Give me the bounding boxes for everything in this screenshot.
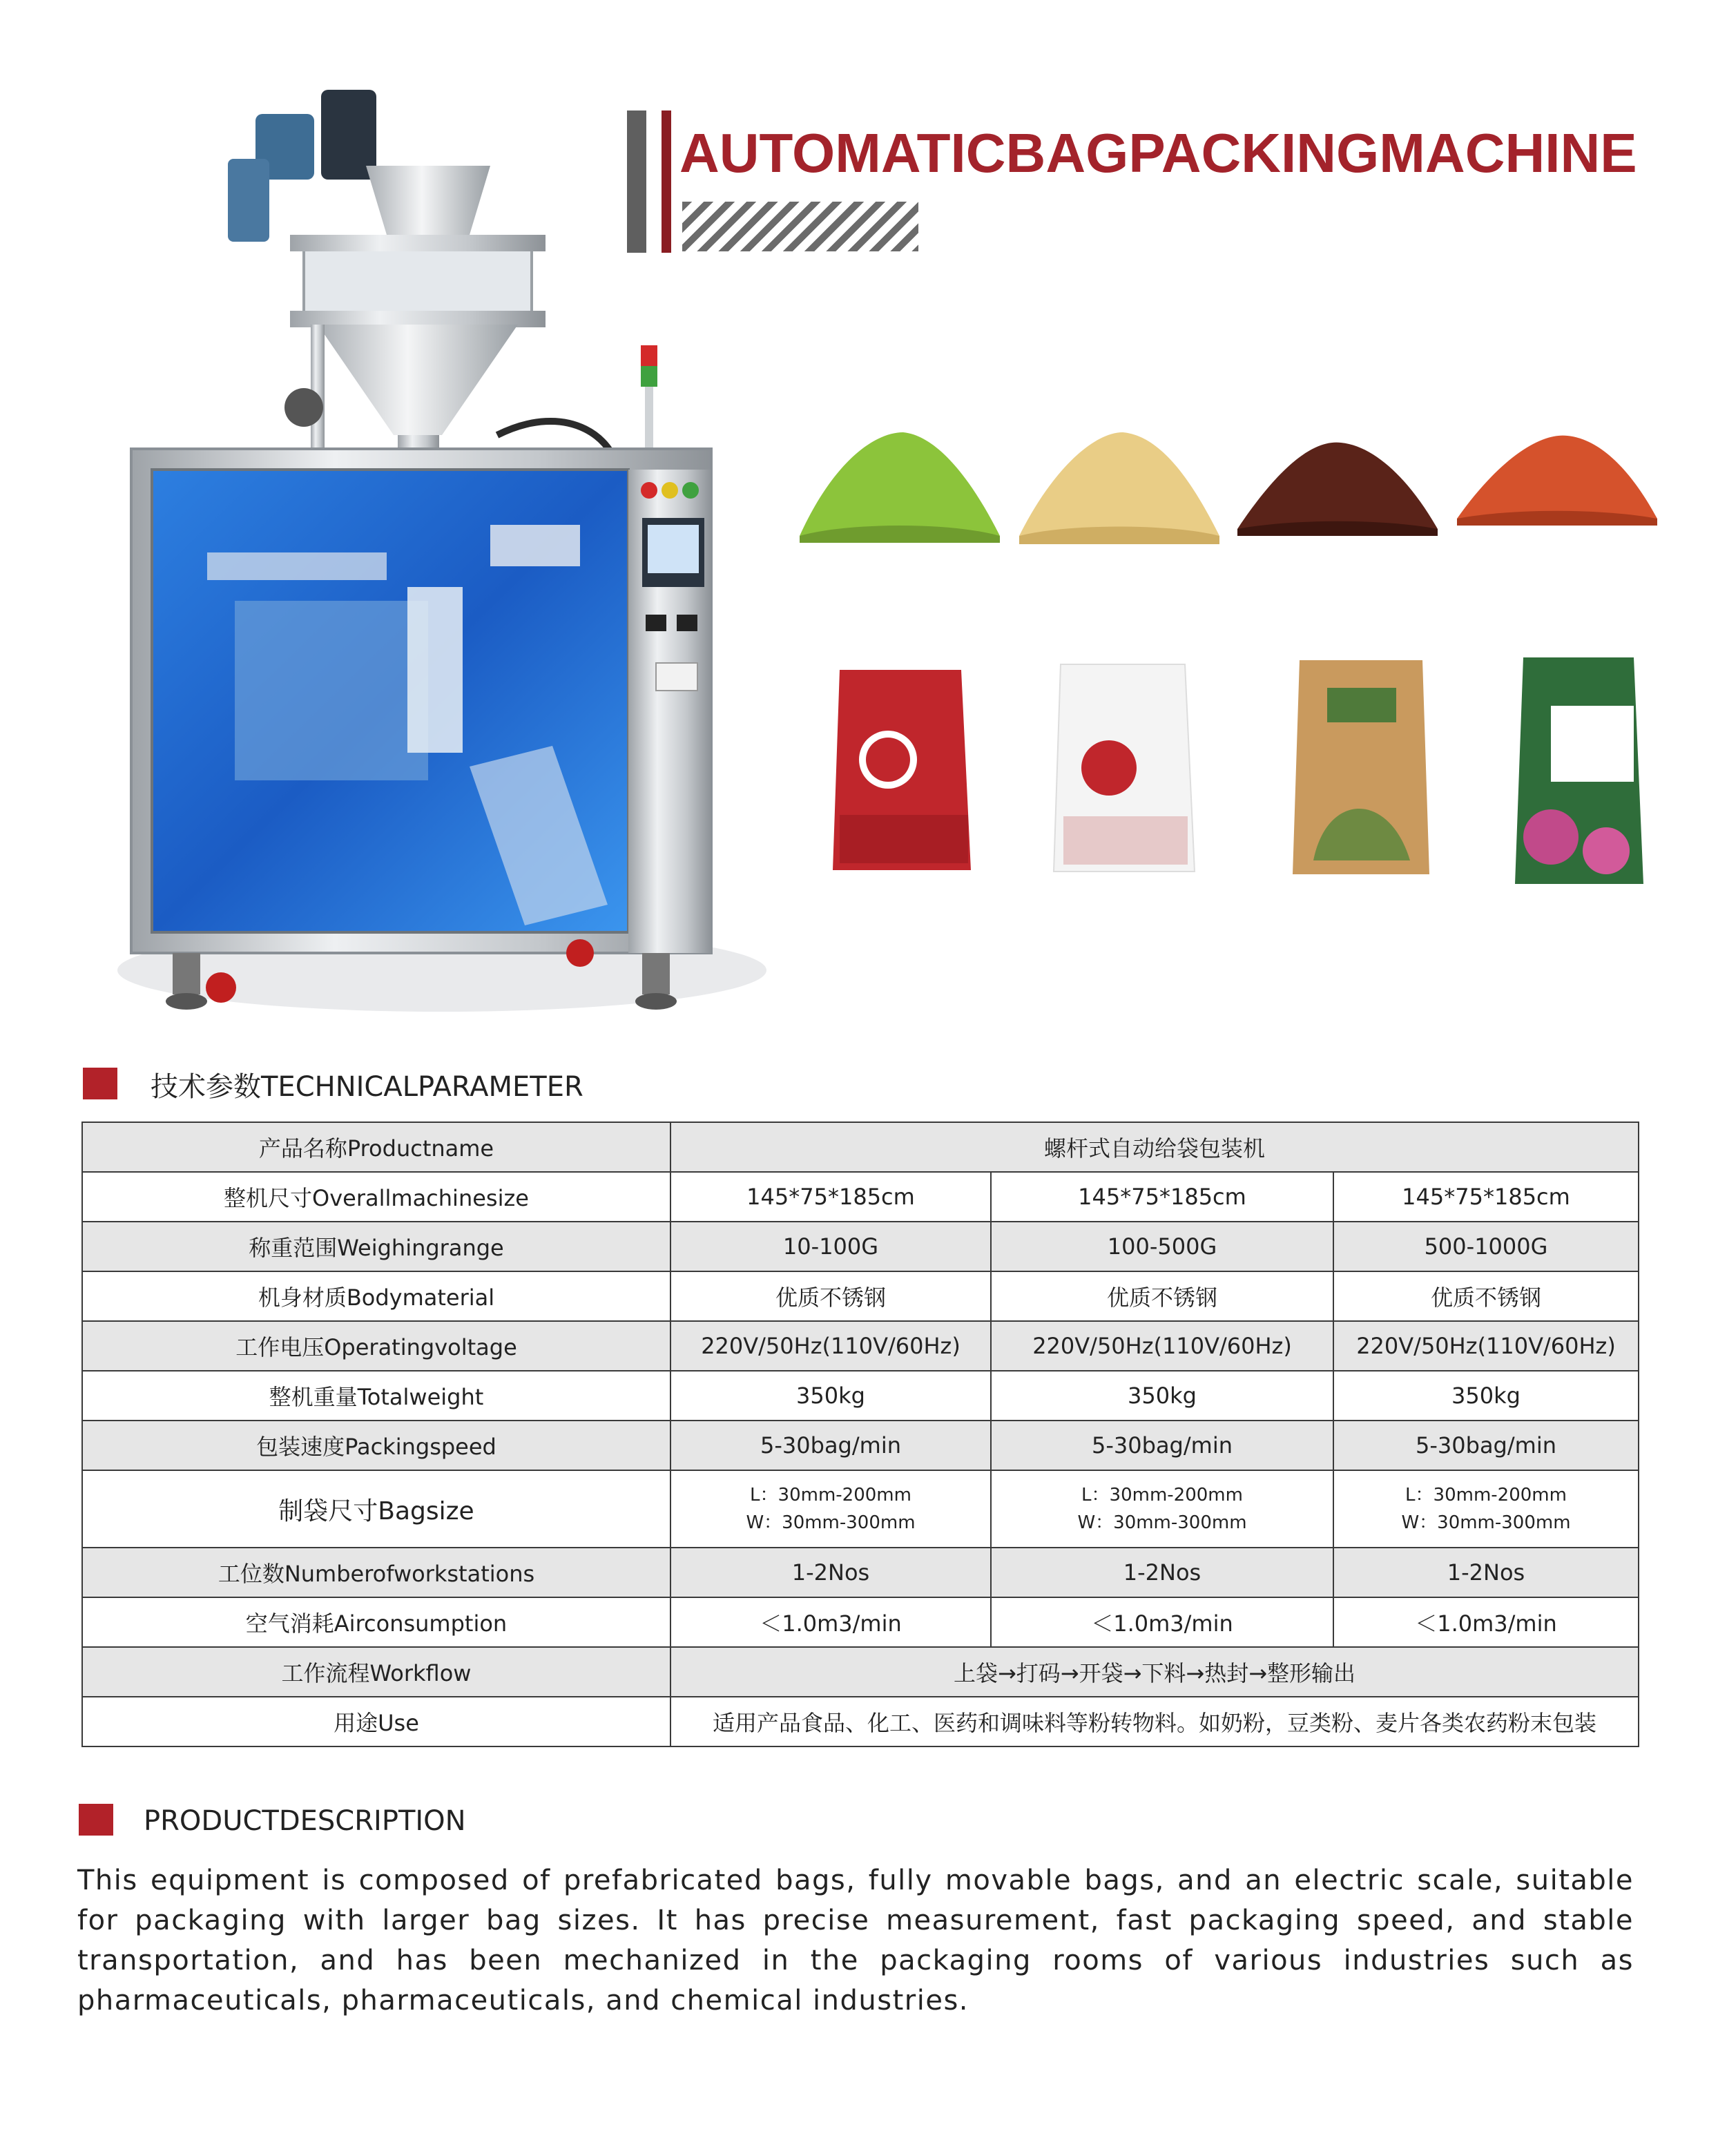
table-row (82, 1697, 1639, 1746)
table-row (82, 1470, 1639, 1548)
row-label: 整机重量Totalweight (82, 1371, 670, 1421)
tech-section-marker (83, 1068, 117, 1099)
fertilizer-bag-image (1509, 651, 1648, 892)
table-cell: 优质不锈钢 (991, 1271, 1333, 1321)
row-label: 工作电压Operatingvoltage (82, 1321, 670, 1371)
table-row (82, 1321, 1639, 1371)
merged-cell: 上袋→打码→开袋→下料→热封→整形输出 (670, 1647, 1639, 1697)
table-cell: 10-100G (670, 1222, 991, 1271)
bag-length-text: L：30mm-200mm (750, 1485, 911, 1505)
brown-powder-image (1230, 425, 1445, 543)
table-cell: 350kg (670, 1371, 991, 1421)
row-label: 制袋尺寸Bagsize (82, 1470, 670, 1548)
red-bag-image (826, 663, 982, 878)
table-cell (991, 1470, 1333, 1548)
row-label: 用途Use (82, 1697, 670, 1746)
bag-width-text: W：30mm-300mm (1401, 1512, 1571, 1533)
table-row (82, 1548, 1639, 1597)
table-cell: 220V/50Hz(110V/60Hz) (1333, 1321, 1639, 1371)
row-label: 称重范围Weighingrange (82, 1222, 670, 1271)
table-cell: 优质不锈钢 (1333, 1271, 1639, 1321)
table-row (82, 1222, 1639, 1271)
table-cell: 5-30bag/min (991, 1421, 1333, 1470)
tech-section-heading: 技术参数TECHNICALPARAMETER (151, 1071, 583, 1103)
table-cell: ＜1.0m3/min (991, 1597, 1333, 1647)
row-label: 空气消耗Airconsumption (82, 1597, 670, 1647)
packing-machine-photo (83, 76, 773, 1043)
table-row (82, 1172, 1639, 1222)
table-cell: 145*75*185cm (1333, 1172, 1639, 1222)
table-cell: 220V/50Hz(110V/60Hz) (670, 1321, 991, 1371)
product-description: This equipment is composed of prefabricated bags, fully movable bags, and an electric scale, suitable for packaging with larger bag sizes. It has precise measurement, fast packaging speed, and stable transportation, and has been mechanized in the packaging rooms of various industries such as pharmaceuticals, pharmaceuticals, and chemical industries. (77, 1865, 1634, 2017)
bag-width-text: W：30mm-300mm (1077, 1512, 1247, 1533)
table-row (82, 1122, 1639, 1172)
red-powder-image (1450, 418, 1664, 529)
row-label: 产品名称Productname (82, 1122, 670, 1172)
table-row (82, 1647, 1639, 1697)
table-cell: 1-2Nos (991, 1548, 1333, 1597)
table-cell: 350kg (991, 1371, 1333, 1421)
table-cell: 350kg (1333, 1371, 1639, 1421)
white-red-bag-image (1047, 657, 1206, 880)
merged-cell: 适用产品食品、化工、医药和调味料等粉转物料。如奶粉，豆类粉、麦片各类农药粉末包装 (670, 1697, 1639, 1746)
desc-section-marker (79, 1804, 113, 1836)
row-label: 机身材质Bodymaterial (82, 1271, 670, 1321)
yellow-powder-image (1012, 418, 1224, 550)
bag-length-text: L：30mm-200mm (1081, 1485, 1243, 1505)
table-row (82, 1271, 1639, 1321)
table-cell: 100-500G (991, 1222, 1333, 1271)
kraft-bag-image (1286, 653, 1436, 883)
table-cell: 500-1000G (1333, 1222, 1639, 1271)
table-cell: 220V/50Hz(110V/60Hz) (991, 1321, 1333, 1371)
page-title: AUTOMATICBAGPACKINGMACHINE (679, 122, 1637, 184)
table-row (82, 1421, 1639, 1470)
table-cell: 5-30bag/min (1333, 1421, 1639, 1470)
table-cell: 1-2Nos (670, 1548, 991, 1597)
row-label: 工位数Numberofworkstations (82, 1548, 670, 1597)
table-cell: 优质不锈钢 (670, 1271, 991, 1321)
table-cell: 1-2Nos (1333, 1548, 1639, 1597)
table-row (82, 1371, 1639, 1421)
row-label: 包装速度Packingspeed (82, 1421, 670, 1470)
table-cell: ＜1.0m3/min (670, 1597, 991, 1647)
row-label: 整机尺寸Overallmachinesize (82, 1172, 670, 1222)
table-cell: 145*75*185cm (670, 1172, 991, 1222)
green-powder-image (793, 418, 1004, 550)
table-cell (670, 1470, 991, 1548)
table-cell (1333, 1470, 1639, 1548)
desc-section-heading: PRODUCTDESCRIPTION (144, 1805, 466, 1837)
row-label: 工作流程Workflow (82, 1647, 670, 1697)
table-cell: ＜1.0m3/min (1333, 1597, 1639, 1647)
bag-length-text: L：30mm-200mm (1405, 1485, 1567, 1505)
table-cell: 145*75*185cm (991, 1172, 1333, 1222)
table-cell: 5-30bag/min (670, 1421, 991, 1470)
table-row (82, 1597, 1639, 1647)
tech-parameter-table (81, 1122, 1639, 1747)
bag-width-text: W：30mm-300mm (746, 1512, 916, 1533)
merged-cell: 螺杆式自动给袋包装机 (670, 1122, 1639, 1172)
